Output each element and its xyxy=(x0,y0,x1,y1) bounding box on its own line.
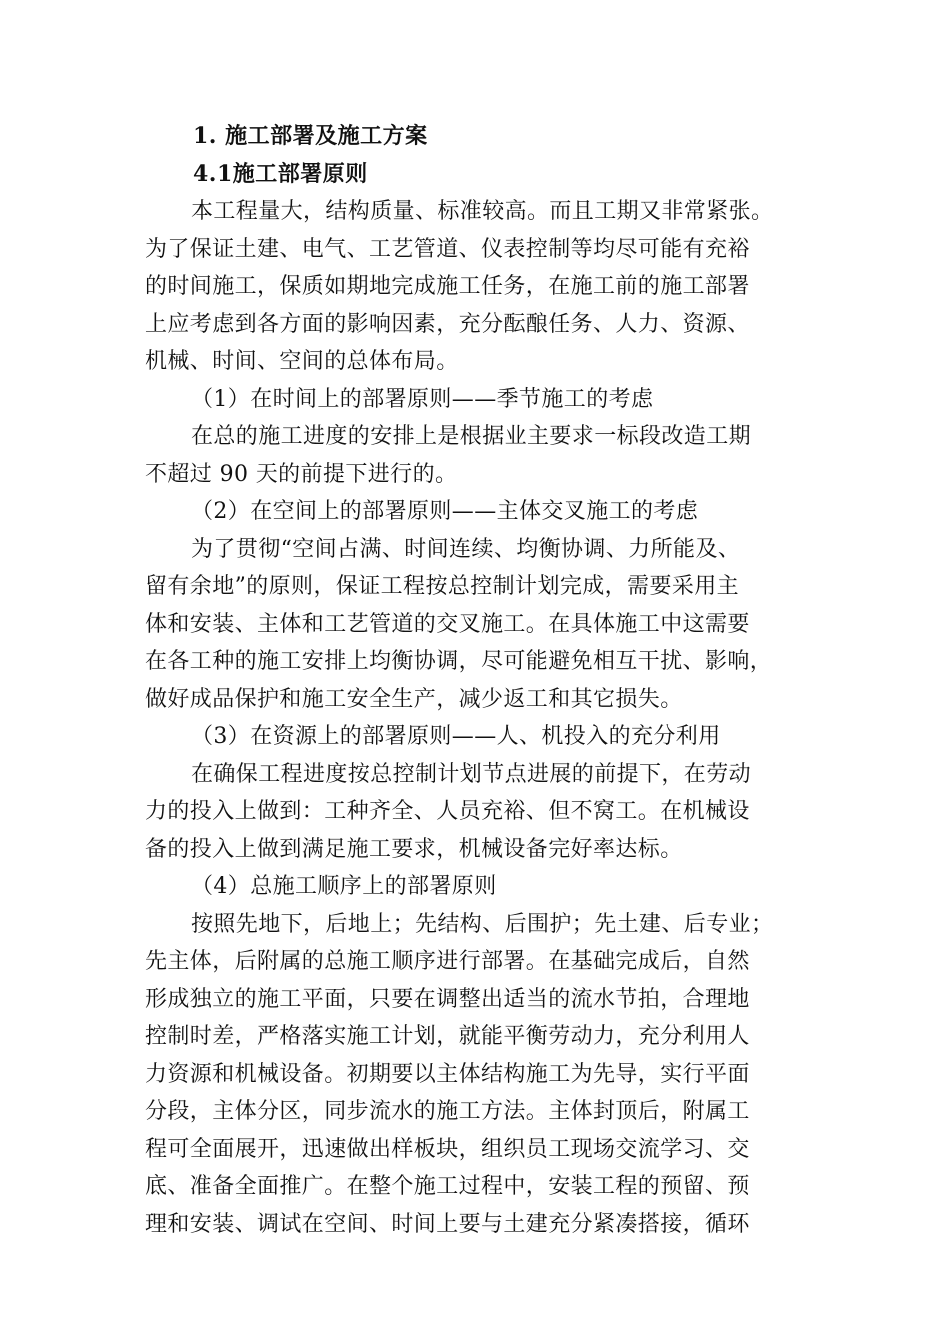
text-line: （1）在时间上的部署原则——季节施工的考虑 xyxy=(191,386,654,412)
text-line: 上应考虑到各方面的影响因素，充分酝酿任务、人力、资源、 xyxy=(145,311,750,337)
text-line: （2）在空间上的部署原则——主体交叉施工的考虑 xyxy=(191,499,699,524)
text-line: 做好成品保护和施工安全生产，减少返工和其它损失。 xyxy=(145,686,683,712)
text-line: 在各工种的施工安排上均衡协调，尽可能避免相互干扰、影响， xyxy=(145,649,773,674)
text-line: 在总的施工进度的安排上是根据业主要求一标段改造工期 xyxy=(191,424,752,449)
text-line: 留有余地”的原则，保证工程按总控制计划完成，需要采用主 xyxy=(145,574,740,599)
text-line: 在确保工程进度按总控制计划节点进展的前提下，在劳动 xyxy=(191,761,752,787)
body-text xyxy=(145,193,795,1243)
text-line: 的时间施工，保质如期地完成施工任务，在施工前的施工部署 xyxy=(145,274,750,299)
text-line: 力资源和机械设备。初期要以主体结构施工为先导，实行平面 xyxy=(145,1061,750,1087)
text-line: 程可全面展开，迅速做出样板块，组织员工现场交流学习、交 xyxy=(145,1136,750,1162)
text-line: 为了贯彻“空间占满、时间连续、均衡协调、力所能及、 xyxy=(191,536,741,562)
text-line: （3）在资源上的部署原则——人、机投入的充分利用 xyxy=(191,724,721,749)
text-line: 理和安装、调试在空间、时间上要与土建充分紧凑搭接，循环 xyxy=(145,1211,750,1237)
text-line: 不超过 90 天的前提下进行的。 xyxy=(145,461,458,487)
text-line: 形成独立的施工平面，只要在调整出适当的流水节拍，合理地 xyxy=(145,986,750,1012)
text-line: 为了保证土建、电气、工艺管道、仪表控制等均尽可能有充裕 xyxy=(145,236,750,262)
text-line: （4）总施工顺序上的部署原则 xyxy=(191,874,497,899)
text-line: 分段，主体分区，同步流水的施工方法。主体封顶后，附属工 xyxy=(145,1099,750,1124)
subsection-heading: 4.1施工部署原则 xyxy=(193,160,368,187)
text-line: 备的投入上做到满足施工要求，机械设备完好率达标。 xyxy=(145,836,683,862)
text-line: 底、准备全面推广。在整个施工过程中，安装工程的预留、预 xyxy=(145,1174,750,1199)
text-line: 按照先地下，后地上；先结构、后围护；先土建、后专业； xyxy=(191,911,774,937)
text-line: 本工程量大，结构质量、标准较高。而且工期又非常紧张。 xyxy=(191,199,774,224)
document-page xyxy=(145,118,795,1243)
text-line: 体和安装、主体和工艺管道的交叉施工。在具体施工中这需要 xyxy=(145,611,750,637)
section-heading: 1. 施工部署及施工方案 xyxy=(193,123,428,149)
text-line: 机械、时间、空间的总体布局。 xyxy=(145,349,459,374)
text-line: 先主体，后附属的总施工顺序进行部署。在基础完成后，自然 xyxy=(145,949,750,974)
text-line: 力的投入上做到：工种齐全、人员充裕、但不窝工。在机械设 xyxy=(145,799,750,824)
text-line: 控制时差，严格落实施工计划，就能平衡劳动力，充分利用人 xyxy=(145,1024,750,1049)
